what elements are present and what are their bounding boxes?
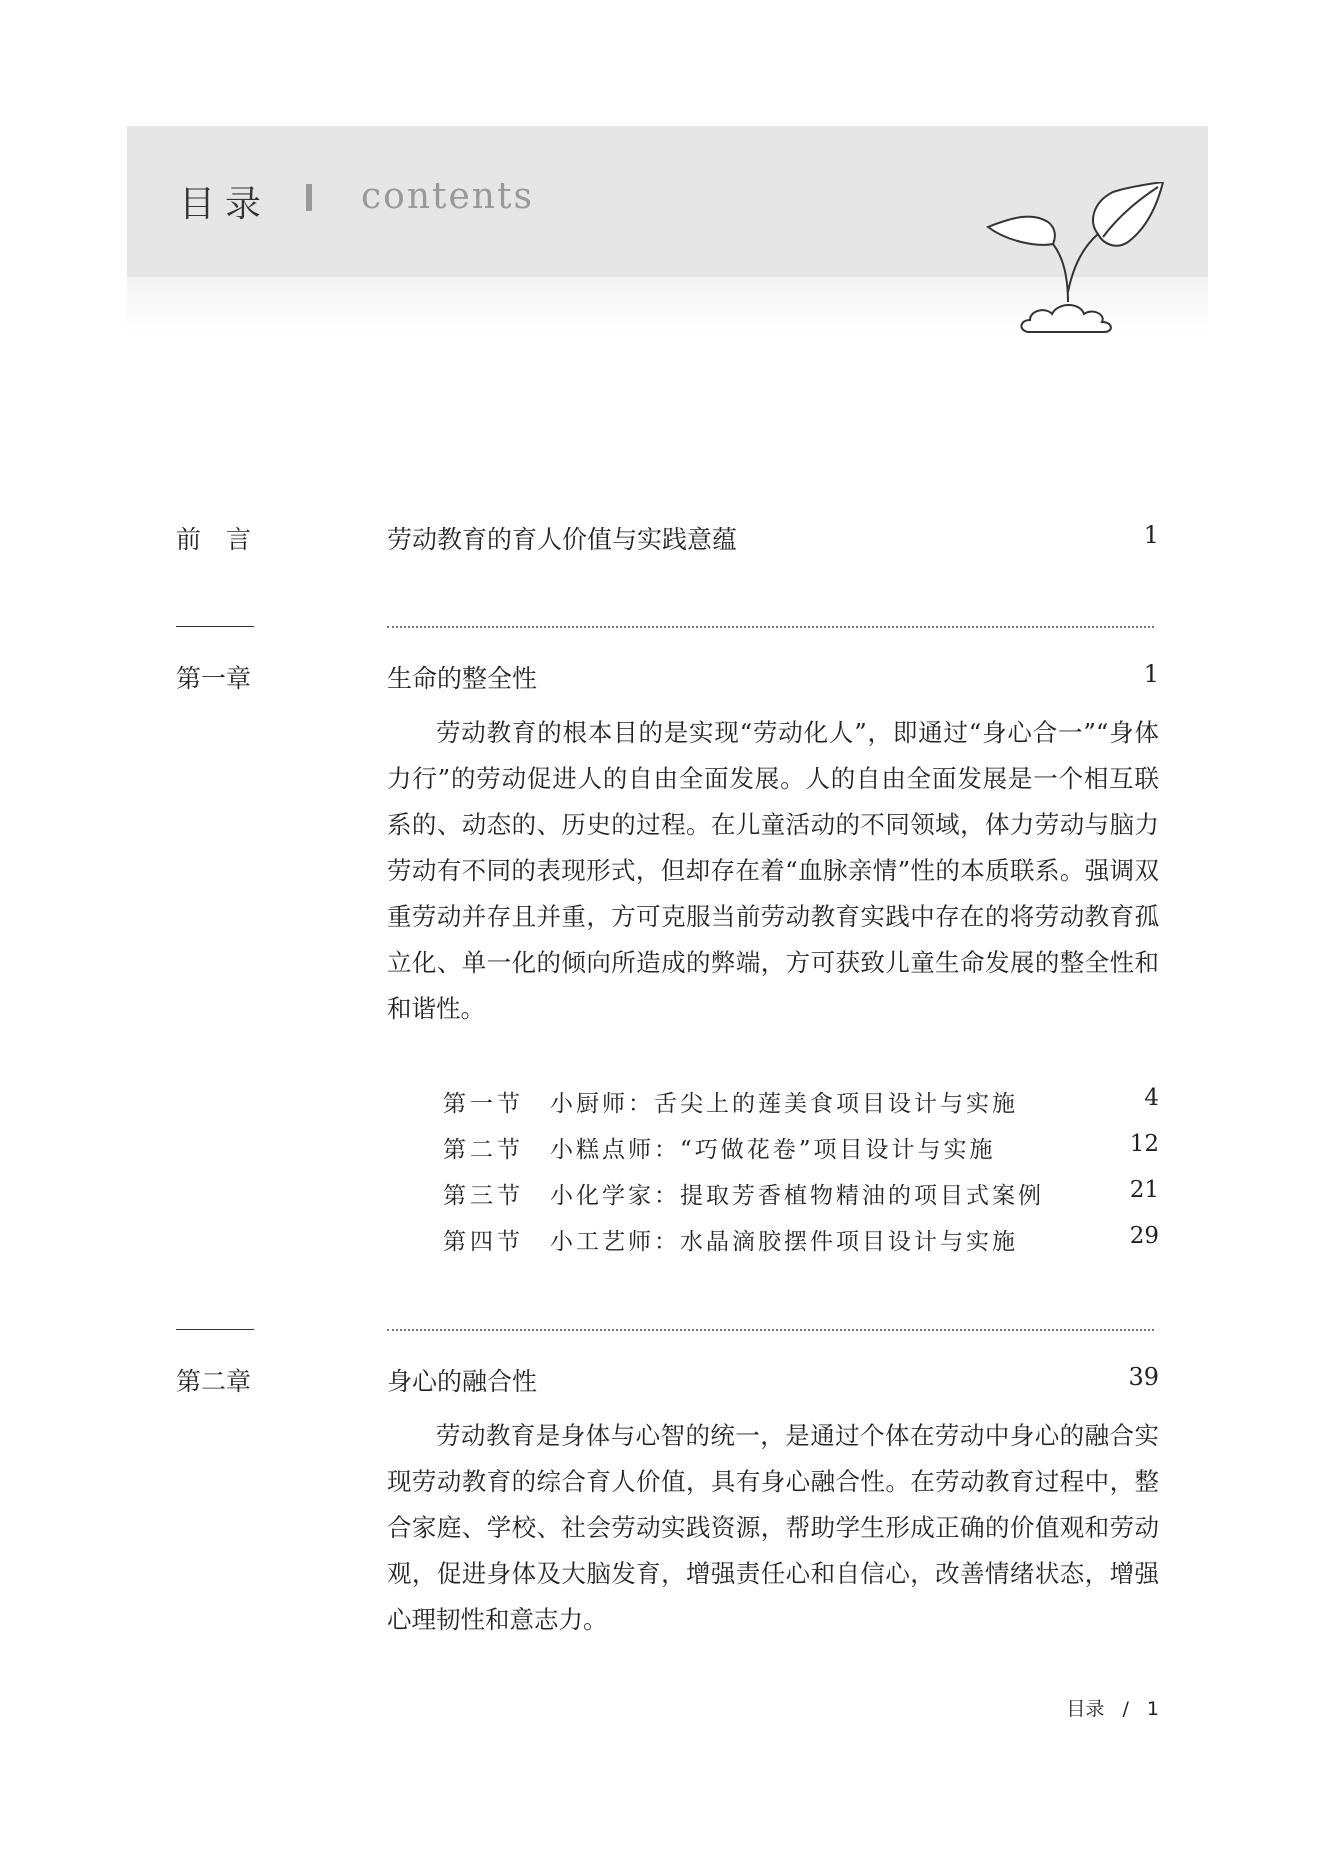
section-item[interactable] — [443, 1223, 1159, 1253]
section-title: 小糕点师：“巧做花卷”项目设计与实施 — [550, 1137, 996, 1163]
chapter-2-title[interactable]: 身心的融合性 — [387, 1367, 538, 1396]
section-title: 小厨师：舌尖上的莲美食项目设计与实施 — [550, 1091, 1018, 1117]
section-number: 第三节 — [443, 1183, 524, 1209]
chapter-1-label: 第一章 — [176, 664, 252, 693]
footer-section: 目录 — [1066, 1698, 1105, 1720]
section-number: 第一节 — [443, 1091, 524, 1117]
title-separator — [306, 184, 312, 211]
section-page: 4 — [1144, 1085, 1159, 1111]
chapter-1-summary: 劳动教育的根本目的是实现“劳动化人”，即通过“身心合一”“身体力行”的劳动促进人的自由全面发展。人的自由全面发展是一个相互联系的、动态的、历史的过程。在儿童活动的不同领域，体力劳动与脑力劳动有不同的表现形式，但却存在着“血脉亲情”性的本质联系。强调双重劳动并存且并重，方可克服当前劳动教育实践中存在的将劳动教育孤立化、单一化的倾向所造成的弊端，方可获致儿童生命发展的整全性和和谐性。 — [387, 718, 1159, 1023]
dotted-divider — [387, 626, 1154, 628]
section-title: 小化学家：提取芳香植物精油的项目式案例 — [550, 1183, 1044, 1209]
dotted-divider — [387, 1329, 1154, 1331]
section-number: 第四节 — [443, 1229, 524, 1255]
chapter-1-page: 1 — [1143, 660, 1159, 688]
section-item[interactable] — [443, 1177, 1159, 1207]
section-title: 小工艺师：水晶滴胶摆件项目设计与实施 — [550, 1229, 1018, 1255]
page-footer — [1066, 1694, 1159, 1721]
section-item[interactable] — [443, 1131, 1159, 1161]
section-page: 29 — [1129, 1223, 1159, 1249]
chapter-1-title[interactable]: 生命的整全性 — [387, 664, 538, 693]
section-page: 12 — [1129, 1131, 1159, 1157]
page-title: 目录 — [179, 184, 272, 225]
chapter-2-summary: 劳动教育是身体与心智的统一，是通过个体在劳动中身心的融合实现劳动教育的综合育人价值，具有身心融合性。在劳动教育过程中，整合家庭、学校、社会劳动实践资源，帮助学生形成正确的价值观和劳动观，促进身体及大脑发育，增强责任心和自信心，改善情绪状态，增强心理韧性和意志力。 — [387, 1421, 1159, 1634]
section-page: 21 — [1129, 1177, 1159, 1203]
footer-page-number: 1 — [1146, 1698, 1159, 1720]
preface-title[interactable]: 劳动教育的育人价值与实践意蕴 — [387, 525, 738, 554]
sprout-icon — [968, 182, 1168, 337]
divider — [176, 1329, 254, 1330]
chapter-2-label: 第二章 — [176, 1367, 252, 1396]
preface-label: 前 言 — [176, 525, 252, 554]
section-number: 第二节 — [443, 1137, 524, 1163]
divider — [176, 626, 254, 627]
footer-separator: / — [1122, 1698, 1129, 1720]
preface-page: 1 — [1143, 521, 1159, 549]
section-item[interactable] — [443, 1085, 1159, 1115]
chapter-2-page: 39 — [1128, 1363, 1159, 1391]
page-subtitle: contents — [361, 176, 534, 217]
